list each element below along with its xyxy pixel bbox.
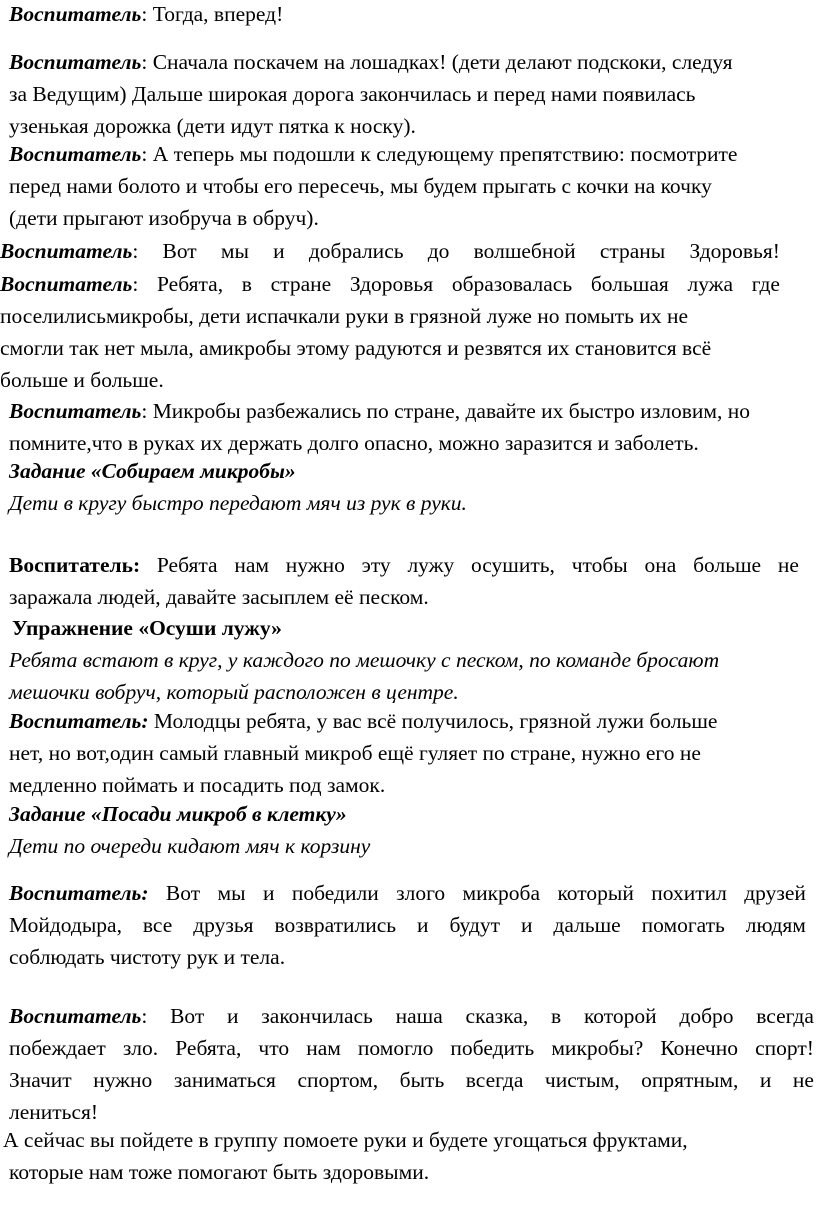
- justified-line: Воспитатель: Вот и закончилась наша сказка, в которой добро всегда: [9, 1000, 814, 1032]
- word: Ребята,: [175, 1036, 242, 1060]
- speaker-label: Воспитатель: [9, 399, 142, 423]
- word: помогать: [641, 913, 725, 937]
- paragraph-line: которые нам тоже помогают быть здоровыми.: [9, 1160, 430, 1184]
- paragraph-line: Сначала поскачем на лошадках! (дети делают подскоки, следуя: [152, 50, 733, 74]
- justified-line: [9, 549, 799, 581]
- word: друзей: [744, 881, 806, 905]
- paragraph-line: (дети прыгают изобруча в обруч).: [9, 206, 319, 230]
- paragraph-line: Микробы разбежались по стране, давайте их быстро изловим, но: [152, 399, 751, 423]
- speaker-label: Воспитатель: [9, 50, 142, 74]
- paragraph-8: Воспитатель: Молодцы ребята, у вас всё получилось, грязной лужи больше нет, но вот,один самый главный микроб ещё гуляет по стране, нужно его не медленно поймать и посадить под замок.: [9, 705, 809, 801]
- word: мы: [217, 881, 246, 905]
- word: волшебной: [473, 239, 576, 263]
- word: большая: [590, 272, 669, 296]
- word: сказка,: [465, 1004, 529, 1028]
- word: и: [417, 913, 429, 937]
- paragraph-line: Молодцы ребята, у вас всё получилось, грязной лужи больше: [153, 709, 718, 733]
- word: стране: [270, 272, 332, 296]
- word: мы: [220, 239, 249, 263]
- paragraph-line: заражала людей, давайте засыплем её песком.: [9, 585, 429, 609]
- word: победили: [291, 881, 379, 905]
- paragraph-6: Воспитатель: Микробы разбежались по стране, давайте их быстро изловим, но помните,что в руках их держать долго опасно, можно заразится и заболеть.: [9, 395, 814, 459]
- task-1: [9, 455, 809, 519]
- word: чтобы: [571, 553, 628, 577]
- exercise-block: [9, 612, 809, 708]
- word: добро: [679, 1004, 734, 1028]
- word: Вот: [165, 881, 201, 905]
- speaker-label: Воспитатель: [9, 142, 142, 166]
- word: нужно: [285, 553, 345, 577]
- speaker-label: Воспитатель: [0, 239, 133, 263]
- word: злого: [396, 881, 446, 905]
- paragraph-line: соблюдать чистоту рук и тела.: [9, 945, 286, 969]
- word: эту: [361, 553, 391, 577]
- paragraph-5: [0, 268, 780, 396]
- word: Здоровья!: [689, 239, 780, 263]
- paragraph-9: [9, 877, 806, 973]
- paragraph-10: [9, 1000, 814, 1128]
- paragraph-11: [3, 1124, 803, 1188]
- word: и: [262, 881, 275, 905]
- paragraph-1: Воспитатель: Тогда, вперед!: [9, 2, 284, 26]
- word: страны: [599, 239, 666, 263]
- word: больше: [693, 553, 762, 577]
- paragraph-line: поселилисьмикробы, дети испачкали руки в грязной луже но помыть их не: [0, 304, 689, 328]
- word: до: [427, 239, 450, 263]
- word: в: [551, 1004, 562, 1028]
- paragraph-4: [0, 235, 780, 267]
- speaker-label: Воспитатель: [9, 1004, 142, 1028]
- word: опрятным,: [641, 1068, 739, 1092]
- word: быть: [399, 1068, 445, 1092]
- word: что: [258, 1036, 290, 1060]
- paragraph-line: помните,что в руках их держать долго опасно, можно заразится и заболеть.: [9, 431, 699, 455]
- word: осушить,: [471, 553, 555, 577]
- task-description: Дети в кругу быстро передают мяч из рук в руки.: [9, 491, 467, 515]
- word: Конечно: [660, 1036, 738, 1060]
- exercise-line: Ребята встают в круг, у каждого по мешочку с песком, по команде бросают: [9, 648, 720, 672]
- paragraph-line: А теперь мы подошли к следующему препятствию: посмотрите: [152, 142, 738, 166]
- exercise-title: Упражнение «Осуши лужу»: [12, 616, 282, 640]
- paragraph-line: перед нами болото и чтобы его пересечь, мы будем прыгать с кочки на кочку: [9, 174, 712, 198]
- speaker-label: Воспитатель:: [9, 553, 141, 577]
- word: возвратились: [274, 913, 397, 937]
- word: не: [777, 553, 799, 577]
- word: спортом,: [297, 1068, 379, 1092]
- task-description: Дети по очереди кидают мяч к корзину: [9, 834, 371, 858]
- word: и: [759, 1068, 772, 1092]
- word: и: [227, 1004, 239, 1028]
- word: похитил: [651, 881, 727, 905]
- word: нам: [234, 553, 269, 577]
- speaker-label: Воспитатель: [9, 2, 142, 26]
- word: зло.: [122, 1036, 159, 1060]
- word: который: [557, 881, 634, 905]
- word: микроба: [462, 881, 541, 905]
- justified-line: [9, 1064, 814, 1096]
- paragraph-text: Тогда, вперед!: [152, 2, 284, 26]
- word: помогло: [357, 1036, 434, 1060]
- word: которой: [583, 1004, 657, 1028]
- word: Значит: [9, 1068, 72, 1092]
- word: в: [241, 272, 252, 296]
- paragraph-line: медленно поймать и посадить под замок.: [9, 773, 386, 797]
- word: она: [644, 553, 677, 577]
- word: закончилась: [261, 1004, 373, 1028]
- word: микробы?: [551, 1036, 644, 1060]
- speaker-label: Воспитатель: [9, 881, 142, 905]
- paragraph-3: Воспитатель: А теперь мы подошли к следующему препятствию: посмотрите перед нами болото и чтобы его пересечь, мы будем прыгать с кочки на кочку (дети прыгают изобруча в обруч).: [9, 138, 809, 234]
- word: не: [792, 1068, 814, 1092]
- word: и: [520, 913, 533, 937]
- word: лужа: [687, 272, 734, 296]
- word: Ребята: [156, 553, 218, 577]
- paragraph-line: за Ведущим) Дальше широкая дорога закончилась и перед нами появилась: [9, 82, 696, 106]
- word: и: [273, 239, 285, 263]
- paragraph-line: лениться!: [9, 1100, 99, 1124]
- paragraph-line: смогли так нет мыла, амикробы этому радуются и резвятся их становится всё: [0, 336, 712, 360]
- word: где: [751, 272, 780, 296]
- word: всегда: [756, 1004, 814, 1028]
- paragraph-line: нет, но вот,один самый главный микроб ещё гуляет по стране, нужно его не: [9, 741, 701, 765]
- word: Ребята,: [157, 272, 224, 296]
- word: будут: [449, 913, 501, 937]
- justified-line: Воспитатель: Вот мы и добрались до волшебной страны Здоровья!: [0, 235, 780, 267]
- word: победить: [450, 1036, 535, 1060]
- word: всегда: [465, 1068, 524, 1092]
- exercise-line: мешочки вобруч, который расположен в центре.: [9, 680, 459, 704]
- word: нужно: [93, 1068, 153, 1092]
- word: Вот: [162, 239, 197, 263]
- word: Здоровья: [349, 272, 434, 296]
- paragraph-7: [9, 549, 799, 613]
- paragraph-2: Воспитатель: Сначала поскачем на лошадках! (дети делают подскоки, следуя за Ведущим) Дальше широкая дорога закончилась и перед нами появилась узенькая дорожка (дети идут пятка к носку).: [9, 46, 809, 142]
- task-title: Задание «Посади микроб в клетку»: [9, 802, 347, 826]
- word: людям: [745, 913, 806, 937]
- word: чистым,: [544, 1068, 620, 1092]
- word: дальше: [553, 913, 621, 937]
- word: все: [142, 913, 173, 937]
- word: заниматься: [173, 1068, 276, 1092]
- speaker-label: Воспитатель: [9, 709, 142, 733]
- speaker-label: Воспитатель: [0, 272, 133, 296]
- task-title: Задание «Собираем микробы»: [9, 459, 296, 483]
- justified-line: [9, 1032, 814, 1064]
- word: образовалась: [451, 272, 573, 296]
- paragraph-line: больше и больше.: [0, 368, 164, 392]
- word: наша: [395, 1004, 443, 1028]
- word: Мойдодыра,: [9, 913, 122, 937]
- word: друзья: [193, 913, 254, 937]
- justified-line: Воспитатель: Ребята, в стране Здоровья образовалась большая лужа где: [0, 268, 780, 300]
- task-2: [9, 798, 809, 862]
- justified-line: Воспитатель: Вот мы и победили злого микроба который похитил друзей: [9, 877, 806, 909]
- paragraph-line: узенькая дорожка (дети идут пятка к носку).: [9, 114, 416, 138]
- word: Вот: [170, 1004, 205, 1028]
- word: нам: [306, 1036, 341, 1060]
- paragraph-line: А сейчас вы пойдете в группу помоете руки и будете угощаться фруктами,: [3, 1128, 688, 1152]
- word: спорт!: [755, 1036, 814, 1060]
- word: добрались: [308, 239, 404, 263]
- justified-line: [9, 909, 806, 941]
- word: побеждает: [9, 1036, 106, 1060]
- word: лужу: [407, 553, 455, 577]
